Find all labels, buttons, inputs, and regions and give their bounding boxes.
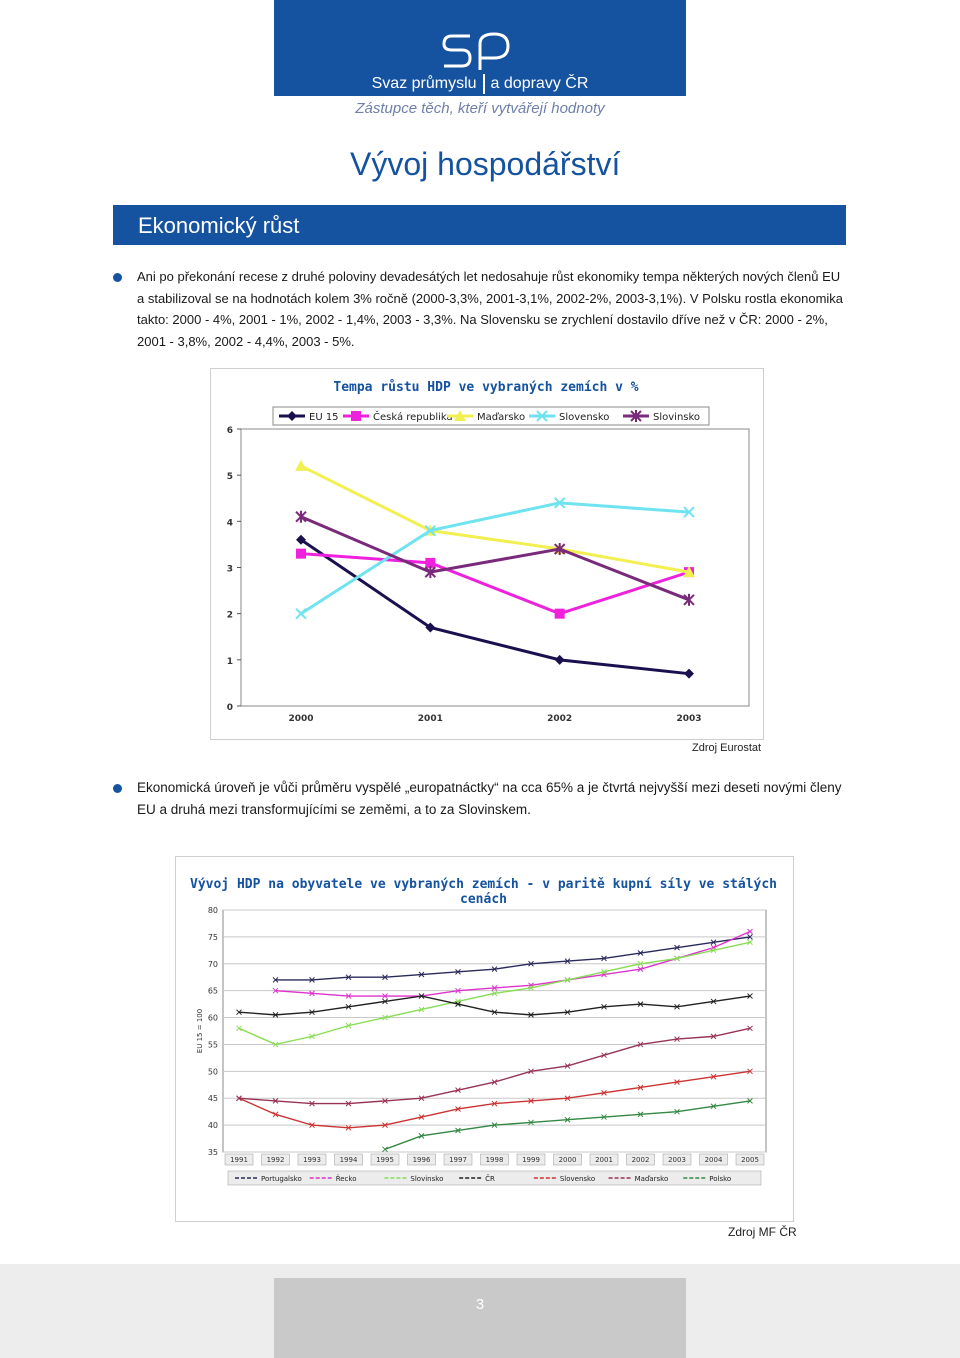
x-tick-label: 1994 bbox=[339, 1156, 358, 1164]
x-tick-label: 1993 bbox=[303, 1156, 321, 1164]
legend-label-slovensko: Slovensko bbox=[559, 1175, 596, 1183]
chart-gdp-per-capita-title: Vývoj HDP na obyvatele ve vybraných zemích - v paritě kupní síly ve stálých cenách bbox=[190, 877, 777, 907]
legend-label-madarsko: Maďarsko bbox=[634, 1175, 669, 1183]
y-tick-label: 0 bbox=[226, 703, 233, 713]
organization-name bbox=[274, 74, 686, 94]
legend-label-ceska-republika: Česká republika bbox=[373, 412, 453, 423]
y-tick-label: 70 bbox=[207, 959, 218, 969]
x-tick-label: 1998 bbox=[485, 1156, 504, 1164]
x-tick-label: 2004 bbox=[704, 1156, 723, 1164]
x-tick-label: 2002 bbox=[547, 714, 573, 724]
x-tick-label: 1991 bbox=[230, 1156, 248, 1164]
page-title: Vývoj hospodářství bbox=[350, 146, 621, 182]
y-tick-label: 6 bbox=[226, 426, 233, 436]
legend-label-recko: Řecko bbox=[335, 1175, 357, 1183]
x-tick-label: 1997 bbox=[449, 1156, 467, 1164]
paragraph-growth: Ani po překonání recese z druhé poloviny devadesátých let nedosahuje růst ekonomiky tempa některých nových členů EU a stabilizoval se na hodnotách kolem 3% ročně (2000-3,3%, 2001-3,1%, 2002-2%, 2003-3,1%). V Polsku rostla ekonomika takto: 2000 - 4%, 2001 - 1%, 2002 - 1,4%, 2003 - 3,3%. Na Slovensku se zrychlení dostavilo dříve než v ČR: 2000 - 2%, 2001 - 3,8%, 2002 - 4,4%, 2003 - 5%. bbox=[137, 269, 844, 349]
x-tick-label: 2002 bbox=[631, 1156, 650, 1164]
footer-panel bbox=[274, 1278, 686, 1358]
legend-label-polsko: Polsko bbox=[709, 1175, 732, 1183]
chart-gdp-per-capita bbox=[175, 856, 794, 1222]
org-name-right: a dopravy ČR bbox=[490, 75, 589, 93]
x-tick-label: 1992 bbox=[266, 1156, 285, 1164]
legend-label-cr: ČR bbox=[485, 1175, 495, 1183]
x-tick-label: 2005 bbox=[741, 1156, 759, 1164]
y-tick-label: 50 bbox=[207, 1067, 218, 1077]
chart-gdp-growth bbox=[210, 368, 764, 740]
y-tick-label: 3 bbox=[226, 564, 233, 575]
legend-label-slovinsko: Slovinsko bbox=[653, 412, 701, 423]
tagline: Zástupce těch, kteří vytvářejí hodnoty bbox=[355, 100, 605, 117]
x-tick-label: 1999 bbox=[522, 1156, 540, 1164]
org-name-separator bbox=[483, 74, 485, 94]
y-tick-label: 55 bbox=[207, 1040, 218, 1050]
page-number: 3 bbox=[475, 1296, 485, 1313]
y-tick-label: 4 bbox=[226, 518, 233, 529]
chart-gdp-growth-svg bbox=[211, 369, 763, 739]
x-tick-label: 2003 bbox=[668, 1156, 686, 1164]
chart-gdp-growth-source: Zdroj Eurostat bbox=[692, 742, 762, 754]
y-tick-label: 35 bbox=[207, 1148, 218, 1157]
y-axis-label: EU 15 = 100 bbox=[196, 1008, 204, 1054]
legend-label-portugalsko: Portugalsko bbox=[261, 1175, 302, 1183]
x-tick-label: 1996 bbox=[412, 1156, 431, 1164]
paragraph-economic-level: Ekonomická úroveň je vůči průměru vyspělé „europatnáctky“ na cca 65% a je čtvrtá nejvyšší mezi deseti novými členy EU a druhá mezi transformujícími se zeměmi, a to za Slovinskem. bbox=[137, 780, 842, 817]
section-title: Ekonomický růst bbox=[138, 213, 300, 238]
data-point-ceska-republika bbox=[555, 609, 565, 619]
chart-gdp-per-capita-svg bbox=[176, 857, 793, 1221]
x-tick-label: 2003 bbox=[676, 714, 702, 724]
sp-logo bbox=[440, 28, 520, 72]
y-tick-label: 65 bbox=[207, 986, 218, 996]
org-name-left: Svaz průmyslu bbox=[371, 75, 477, 93]
bullet-icon bbox=[113, 784, 122, 793]
bullet-icon bbox=[113, 273, 122, 282]
x-tick-label: 2000 bbox=[288, 714, 314, 724]
data-point-ceska-republika bbox=[296, 549, 306, 559]
y-tick-label: 1 bbox=[226, 656, 233, 667]
x-tick-label: 2000 bbox=[558, 1156, 577, 1164]
legend-label-slovensko: Slovensko bbox=[559, 412, 610, 423]
x-tick-label: 2001 bbox=[595, 1156, 613, 1164]
y-tick-label: 75 bbox=[207, 932, 218, 942]
y-tick-label: 60 bbox=[207, 1013, 218, 1023]
legend-marker-ceska-republika bbox=[351, 411, 361, 421]
x-tick-label: 1995 bbox=[376, 1156, 394, 1164]
x-tick-label: 2001 bbox=[417, 714, 443, 724]
legend-label-eu-15: EU 15 bbox=[309, 412, 339, 423]
chart-gdp-growth-title: Tempa růstu HDP ve vybraných zemích v % bbox=[333, 380, 639, 395]
y-tick-label: 5 bbox=[226, 472, 233, 483]
legend-label-madarsko: Maďarsko bbox=[477, 412, 526, 423]
chart-gdp-per-capita-source: Zdroj MF ČR bbox=[728, 1225, 797, 1239]
y-tick-label: 80 bbox=[207, 906, 218, 915]
legend-label-slovinsko: Slovinsko bbox=[410, 1175, 444, 1183]
y-tick-label: 40 bbox=[207, 1121, 218, 1131]
y-tick-label: 2 bbox=[226, 610, 233, 621]
y-tick-label: 45 bbox=[207, 1094, 218, 1104]
plot-area bbox=[241, 429, 749, 706]
